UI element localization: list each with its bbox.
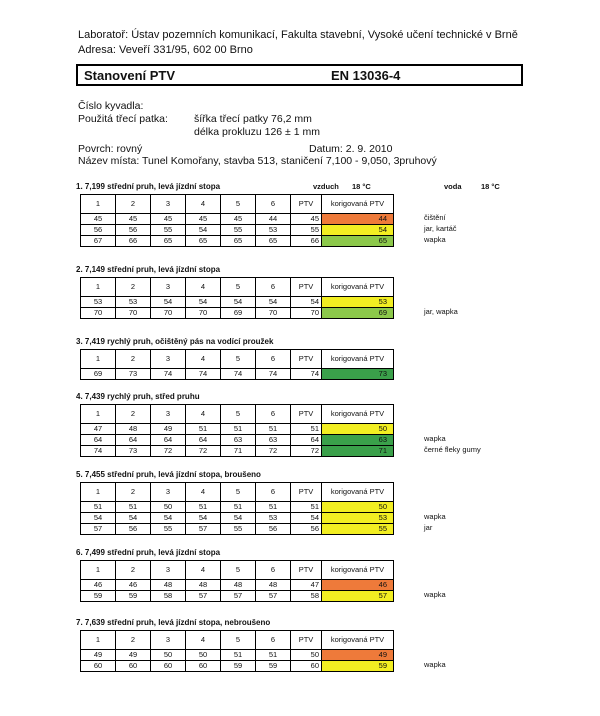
measurement-cell: 48 <box>221 580 256 591</box>
measurement-cell: 59 <box>256 661 291 672</box>
measurement-cell: 47 <box>81 424 116 435</box>
measurement-cell: 45 <box>186 214 221 225</box>
measurement-cell: 63 <box>256 435 291 446</box>
corrected-ptv-cell: 50 <box>322 424 394 435</box>
row-note: jar, wapka <box>424 307 458 316</box>
column-header: 4 <box>186 405 221 424</box>
column-header: 4 <box>186 350 221 369</box>
measurement-cell: 56 <box>116 524 151 535</box>
table-header-row <box>81 278 394 297</box>
table-row <box>81 580 394 591</box>
column-header: 3 <box>151 195 186 214</box>
ptv-cell: 58 <box>291 591 322 602</box>
column-header: PTV <box>291 278 322 297</box>
measurement-cell: 49 <box>151 424 186 435</box>
column-header: PTV <box>291 631 322 650</box>
measurement-cell: 45 <box>221 214 256 225</box>
corrected-ptv-cell: 71 <box>322 446 394 457</box>
water-temp: 18 °C <box>481 182 500 191</box>
table-row <box>81 524 394 535</box>
column-header: 2 <box>116 278 151 297</box>
measurement-cell: 48 <box>116 424 151 435</box>
column-header: 4 <box>186 278 221 297</box>
measurement-cell: 60 <box>151 661 186 672</box>
column-header: PTV <box>291 350 322 369</box>
measurement-cell: 54 <box>221 297 256 308</box>
measurement-cell: 70 <box>186 308 221 319</box>
ptv-cell: 47 <box>291 580 322 591</box>
measurement-cell: 45 <box>116 214 151 225</box>
ptv-table <box>80 404 394 457</box>
measurement-cell: 46 <box>116 580 151 591</box>
measurement-cell: 44 <box>256 214 291 225</box>
measurement-cell: 57 <box>81 524 116 535</box>
column-header: 4 <box>186 195 221 214</box>
measurement-cell: 51 <box>256 650 291 661</box>
column-header: 3 <box>151 631 186 650</box>
measurement-cell: 53 <box>116 297 151 308</box>
ptv-cell: 55 <box>291 225 322 236</box>
table-row <box>81 513 394 524</box>
corrected-ptv-cell: 69 <box>322 308 394 319</box>
corrected-ptv-cell: 54 <box>322 225 394 236</box>
measurement-cell: 55 <box>151 524 186 535</box>
measurement-cell: 64 <box>151 435 186 446</box>
measurement-cell: 51 <box>221 424 256 435</box>
section-title: 5. 7,455 střední pruh, levá jízdní stopa, broušeno <box>76 470 261 479</box>
measurement-cell: 51 <box>221 650 256 661</box>
measurement-cell: 59 <box>116 591 151 602</box>
column-header: 6 <box>256 195 291 214</box>
table-row <box>81 446 394 457</box>
table-row <box>81 297 394 308</box>
measurement-cell: 55 <box>221 524 256 535</box>
ptv-table <box>80 194 394 247</box>
table-header-row <box>81 195 394 214</box>
measurement-cell: 74 <box>221 369 256 380</box>
table-row <box>81 236 394 247</box>
column-header: 2 <box>116 483 151 502</box>
table-header-row <box>81 350 394 369</box>
corrected-ptv-cell: 46 <box>322 580 394 591</box>
ptv-table <box>80 630 394 672</box>
column-header: 6 <box>256 631 291 650</box>
measurement-cell: 54 <box>116 513 151 524</box>
measurement-cell: 64 <box>186 435 221 446</box>
measurement-cell: 65 <box>221 236 256 247</box>
surface: Povrch: rovný <box>78 143 143 155</box>
measurement-cell: 69 <box>81 369 116 380</box>
column-header: 3 <box>151 350 186 369</box>
column-header: 6 <box>256 483 291 502</box>
ptv-table <box>80 560 394 602</box>
column-header: 5 <box>221 350 256 369</box>
column-header: 6 <box>256 561 291 580</box>
column-header: 5 <box>221 405 256 424</box>
measurement-cell: 54 <box>186 513 221 524</box>
row-note: wapka <box>424 512 446 521</box>
measurement-cell: 56 <box>116 225 151 236</box>
measurement-cell: 51 <box>256 502 291 513</box>
measurement-cell: 70 <box>116 308 151 319</box>
column-header: 6 <box>256 278 291 297</box>
measurement-cell: 72 <box>256 446 291 457</box>
measurement-cell: 48 <box>151 580 186 591</box>
measurement-cell: 59 <box>81 591 116 602</box>
measurement-cell: 69 <box>221 308 256 319</box>
measurement-cell: 54 <box>256 297 291 308</box>
measurement-cell: 51 <box>186 502 221 513</box>
corrected-ptv-cell: 44 <box>322 214 394 225</box>
column-header: 1 <box>81 350 116 369</box>
measurement-cell: 57 <box>186 524 221 535</box>
corrected-ptv-cell: 63 <box>322 435 394 446</box>
ptv-cell: 74 <box>291 369 322 380</box>
measurement-cell: 54 <box>81 513 116 524</box>
row-note: wapka <box>424 590 446 599</box>
pad-width: šířka třecí patky 76,2 mm <box>194 113 312 125</box>
column-header: korigovaná PTV <box>322 195 394 214</box>
standard-code: EN 13036-4 <box>331 68 401 83</box>
column-header: 5 <box>221 195 256 214</box>
measurement-cell: 60 <box>81 661 116 672</box>
table-row <box>81 591 394 602</box>
pad-label: Použitá třecí patka: <box>78 113 168 125</box>
column-header: 1 <box>81 195 116 214</box>
measurement-cell: 59 <box>221 661 256 672</box>
corrected-ptv-cell: 59 <box>322 661 394 672</box>
table-header-row <box>81 405 394 424</box>
measurement-cell: 70 <box>151 308 186 319</box>
measurement-cell: 49 <box>81 650 116 661</box>
measurement-cell: 50 <box>151 502 186 513</box>
ptv-cell: 72 <box>291 446 322 457</box>
column-header: 5 <box>221 561 256 580</box>
water-label: voda <box>444 182 462 191</box>
measurement-cell: 49 <box>116 650 151 661</box>
ptv-cell: 45 <box>291 214 322 225</box>
measurement-cell: 50 <box>186 650 221 661</box>
column-header: 4 <box>186 631 221 650</box>
ptv-cell: 56 <box>291 524 322 535</box>
column-header: 1 <box>81 278 116 297</box>
ptv-cell: 50 <box>291 650 322 661</box>
measurement-cell: 51 <box>116 502 151 513</box>
corrected-ptv-cell: 50 <box>322 502 394 513</box>
pad-slide: délka prokluzu 126 ± 1 mm <box>194 126 320 138</box>
column-header: 1 <box>81 483 116 502</box>
measurement-cell: 45 <box>151 214 186 225</box>
measurement-cell: 64 <box>116 435 151 446</box>
measurement-cell: 74 <box>256 369 291 380</box>
column-header: 2 <box>116 561 151 580</box>
ptv-cell: 51 <box>291 502 322 513</box>
measurement-cell: 55 <box>221 225 256 236</box>
column-header: 5 <box>221 631 256 650</box>
page-title: Stanovení PTV <box>84 68 176 83</box>
measurement-cell: 56 <box>256 524 291 535</box>
measurement-cell: 45 <box>81 214 116 225</box>
measurement-cell: 73 <box>116 369 151 380</box>
table-header-row <box>81 483 394 502</box>
column-header: 2 <box>116 405 151 424</box>
measurement-cell: 54 <box>186 297 221 308</box>
measurement-cell: 51 <box>81 502 116 513</box>
column-header: korigovaná PTV <box>322 350 394 369</box>
table-header-row <box>81 561 394 580</box>
measurement-cell: 63 <box>221 435 256 446</box>
measurement-cell: 57 <box>186 591 221 602</box>
column-header: 1 <box>81 561 116 580</box>
measurement-cell: 72 <box>186 446 221 457</box>
ptv-cell: 60 <box>291 661 322 672</box>
column-header: PTV <box>291 561 322 580</box>
ptv-table <box>80 482 394 535</box>
measurement-cell: 54 <box>186 225 221 236</box>
column-header: 6 <box>256 350 291 369</box>
section-title: 1. 7,199 střední pruh, levá jízdní stopa <box>76 182 221 191</box>
measurement-cell: 51 <box>221 502 256 513</box>
corrected-ptv-cell: 57 <box>322 591 394 602</box>
pendulum-label: Číslo kyvadla: <box>78 100 144 112</box>
measurement-cell: 74 <box>81 446 116 457</box>
measurement-cell: 58 <box>151 591 186 602</box>
column-header: 3 <box>151 278 186 297</box>
table-row <box>81 435 394 446</box>
column-header: PTV <box>291 405 322 424</box>
column-header: 5 <box>221 278 256 297</box>
column-header: korigovaná PTV <box>322 631 394 650</box>
table-row <box>81 369 394 380</box>
measurement-cell: 66 <box>116 236 151 247</box>
table-row <box>81 650 394 661</box>
measurement-cell: 46 <box>81 580 116 591</box>
ptv-table <box>80 349 394 380</box>
measurement-cell: 57 <box>256 591 291 602</box>
measurement-cell: 55 <box>151 225 186 236</box>
measurement-cell: 51 <box>186 424 221 435</box>
measurement-cell: 48 <box>186 580 221 591</box>
column-header: 2 <box>116 350 151 369</box>
row-note: čištění <box>424 213 446 222</box>
measurement-cell: 51 <box>256 424 291 435</box>
measurement-cell: 53 <box>256 225 291 236</box>
measurement-cell: 71 <box>221 446 256 457</box>
column-header: korigovaná PTV <box>322 483 394 502</box>
corrected-ptv-cell: 73 <box>322 369 394 380</box>
measurement-cell: 67 <box>81 236 116 247</box>
column-header: 3 <box>151 561 186 580</box>
row-note: wapka <box>424 434 446 443</box>
air-label: vzduch <box>313 182 339 191</box>
row-note: wapka <box>424 235 446 244</box>
column-header: korigovaná PTV <box>322 278 394 297</box>
table-row <box>81 502 394 513</box>
table-header-row <box>81 631 394 650</box>
section-title: 3. 7,419 rychlý pruh, očištěný pás na vodící proužek <box>76 337 274 346</box>
measurement-cell: 60 <box>186 661 221 672</box>
measurement-cell: 70 <box>81 308 116 319</box>
table-row <box>81 661 394 672</box>
measurement-cell: 56 <box>81 225 116 236</box>
ptv-cell: 54 <box>291 513 322 524</box>
column-header: 4 <box>186 483 221 502</box>
measurement-cell: 54 <box>221 513 256 524</box>
measurement-cell: 53 <box>81 297 116 308</box>
measurement-cell: 54 <box>151 297 186 308</box>
table-row <box>81 214 394 225</box>
measurement-cell: 48 <box>256 580 291 591</box>
column-header: 2 <box>116 195 151 214</box>
column-header: 3 <box>151 483 186 502</box>
row-note: jar, kartáč <box>424 224 457 233</box>
section-title: 6. 7,499 střední pruh, levá jízdní stopa <box>76 548 221 557</box>
corrected-ptv-cell: 65 <box>322 236 394 247</box>
section-title: 7. 7,639 střední pruh, levá jízdní stopa, nebroušeno <box>76 618 271 627</box>
measurement-cell: 65 <box>151 236 186 247</box>
measurement-cell: 73 <box>116 446 151 457</box>
measurement-cell: 54 <box>151 513 186 524</box>
corrected-ptv-cell: 49 <box>322 650 394 661</box>
ptv-cell: 66 <box>291 236 322 247</box>
date: Datum: 2. 9. 2010 <box>309 143 393 155</box>
corrected-ptv-cell: 53 <box>322 297 394 308</box>
column-header: 6 <box>256 405 291 424</box>
ptv-table <box>80 277 394 319</box>
column-header: 1 <box>81 631 116 650</box>
section-title: 4. 7,439 rychlý pruh, střed pruhu <box>76 392 200 401</box>
column-header: 2 <box>116 631 151 650</box>
ptv-cell: 70 <box>291 308 322 319</box>
lab-header: Laboratoř: Ústav pozemních komunikací, Fakulta stavební, Vysoké učení technické v Brně <box>78 29 518 41</box>
row-note: wapka <box>424 660 446 669</box>
measurement-cell: 74 <box>151 369 186 380</box>
column-header: 1 <box>81 405 116 424</box>
column-header: 4 <box>186 561 221 580</box>
ptv-cell: 54 <box>291 297 322 308</box>
row-note: jar <box>424 523 433 532</box>
column-header: PTV <box>291 483 322 502</box>
column-header: korigovaná PTV <box>322 405 394 424</box>
measurement-cell: 74 <box>186 369 221 380</box>
corrected-ptv-cell: 53 <box>322 513 394 524</box>
measurement-cell: 64 <box>81 435 116 446</box>
column-header: 5 <box>221 483 256 502</box>
measurement-cell: 53 <box>256 513 291 524</box>
title-box <box>76 64 523 86</box>
measurement-cell: 60 <box>116 661 151 672</box>
ptv-cell: 64 <box>291 435 322 446</box>
measurement-cell: 65 <box>186 236 221 247</box>
row-note: černé fleky gumy <box>424 445 481 454</box>
column-header: PTV <box>291 195 322 214</box>
column-header: 3 <box>151 405 186 424</box>
measurement-cell: 50 <box>151 650 186 661</box>
section-title: 2. 7,149 střední pruh, levá jízdní stopa <box>76 265 221 274</box>
lab-address: Adresa: Veveří 331/95, 602 00 Brno <box>78 44 253 56</box>
corrected-ptv-cell: 55 <box>322 524 394 535</box>
measurement-cell: 65 <box>256 236 291 247</box>
measurement-cell: 70 <box>256 308 291 319</box>
ptv-cell: 51 <box>291 424 322 435</box>
table-row <box>81 225 394 236</box>
column-header: korigovaná PTV <box>322 561 394 580</box>
measurement-cell: 72 <box>151 446 186 457</box>
place-name: Název místa: Tunel Komořany, stavba 513, staničení 7,100 - 9,050, 3pruhový <box>78 155 437 167</box>
table-row <box>81 308 394 319</box>
measurement-cell: 57 <box>221 591 256 602</box>
air-temp: 18 °C <box>352 182 371 191</box>
table-row <box>81 424 394 435</box>
